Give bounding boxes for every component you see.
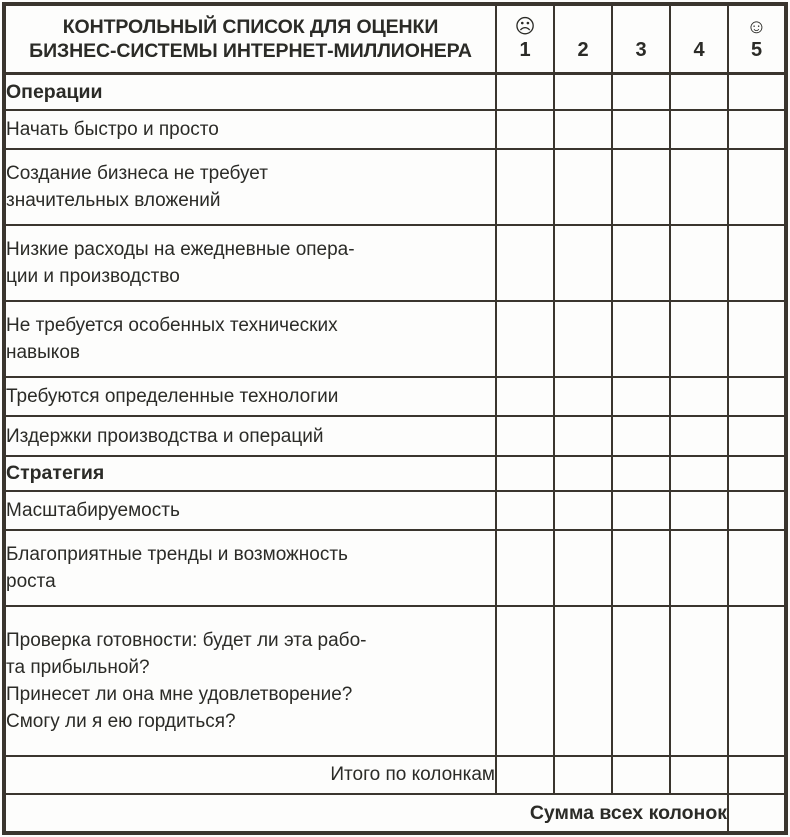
item-1-4-score-5[interactable] bbox=[728, 301, 786, 377]
section-title: Операции bbox=[4, 74, 496, 110]
item-1-3-score-2[interactable] bbox=[554, 225, 612, 301]
checklist-item-text bbox=[4, 110, 496, 149]
section-1-score-2[interactable] bbox=[554, 74, 612, 110]
section-2-score-2[interactable] bbox=[554, 456, 612, 491]
table-header-row bbox=[4, 4, 786, 74]
scale-header-4 bbox=[670, 4, 728, 74]
item-text-line: Благоприятные тренды и возможность bbox=[6, 544, 348, 566]
column-total-score-2[interactable] bbox=[554, 756, 612, 794]
scale-header-1 bbox=[496, 4, 554, 74]
item-2-2-score-1[interactable] bbox=[496, 530, 554, 606]
item-1-6-score-3[interactable] bbox=[612, 416, 670, 455]
checklist-item-row bbox=[4, 110, 786, 149]
item-1-4-score-1[interactable] bbox=[496, 301, 554, 377]
column-total-score-3[interactable] bbox=[612, 756, 670, 794]
checklist-item-row bbox=[4, 530, 786, 606]
checklist-item-row bbox=[4, 149, 786, 225]
item-1-2-score-1[interactable] bbox=[496, 149, 554, 225]
item-2-2-score-4[interactable] bbox=[670, 530, 728, 606]
smiling-face-icon: ☺ bbox=[746, 16, 767, 39]
item-1-4-score-4[interactable] bbox=[670, 301, 728, 377]
section-2-score-4[interactable] bbox=[670, 456, 728, 491]
item-1-1-score-2[interactable] bbox=[554, 110, 612, 149]
item-text-line: Начать быстро и просто bbox=[6, 118, 219, 140]
item-2-3-score-1[interactable] bbox=[496, 606, 554, 755]
checklist-item-row bbox=[4, 491, 786, 530]
section-2-score-1[interactable] bbox=[496, 456, 554, 491]
item-2-3-score-3[interactable] bbox=[612, 606, 670, 755]
item-1-2-score-3[interactable] bbox=[612, 149, 670, 225]
section-1-score-3[interactable] bbox=[612, 74, 670, 110]
item-text-line: Смогу ли я ею гордиться? bbox=[6, 710, 236, 732]
checklist-title-line-2: БИЗНЕС-СИСТЕМЫ ИНТЕРНЕТ-МИЛЛИОНЕРА bbox=[29, 40, 472, 63]
item-1-2-score-4[interactable] bbox=[670, 149, 728, 225]
item-2-3-score-4[interactable] bbox=[670, 606, 728, 755]
item-2-1-score-2[interactable] bbox=[554, 491, 612, 530]
item-1-4-score-3[interactable] bbox=[612, 301, 670, 377]
checklist-item-row bbox=[4, 377, 786, 416]
item-1-2-score-5[interactable] bbox=[728, 149, 786, 225]
item-1-3-score-3[interactable] bbox=[612, 225, 670, 301]
item-text-line: Проверка готовности: будет ли эта рабо- bbox=[6, 629, 367, 651]
item-text-line: Создание бизнеса не требует bbox=[6, 163, 268, 185]
checklist-item-text bbox=[4, 530, 496, 606]
grand-total-value[interactable] bbox=[728, 794, 786, 833]
item-text-line: ции и производство bbox=[6, 266, 180, 288]
checklist-item-text bbox=[4, 149, 496, 225]
item-1-5-score-4[interactable] bbox=[670, 377, 728, 416]
item-2-3-score-2[interactable] bbox=[554, 606, 612, 755]
item-2-1-score-1[interactable] bbox=[496, 491, 554, 530]
section-1-score-5[interactable] bbox=[728, 74, 786, 110]
item-1-6-score-1[interactable] bbox=[496, 416, 554, 455]
checklist-title-line-1: КОНТРОЛЬНЫЙ СПИСОК ДЛЯ ОЦЕНКИ bbox=[62, 16, 439, 39]
checklist-item-row bbox=[4, 301, 786, 377]
item-1-3-score-4[interactable] bbox=[670, 225, 728, 301]
item-text-line: Издержки производства и операций bbox=[6, 425, 324, 447]
evaluation-checklist-table bbox=[2, 2, 788, 835]
checklist-item-text bbox=[4, 301, 496, 377]
item-text-line: Масштабируемость bbox=[6, 500, 180, 522]
checklist-item-row bbox=[4, 606, 786, 755]
item-2-2-score-5[interactable] bbox=[728, 530, 786, 606]
scale-number-label: 2 bbox=[577, 39, 589, 62]
scale-number-label: 3 bbox=[635, 39, 647, 62]
checklist-item-text bbox=[4, 225, 496, 301]
section-title: Стратегия bbox=[4, 456, 496, 491]
item-1-3-score-1[interactable] bbox=[496, 225, 554, 301]
grand-total-row bbox=[4, 794, 786, 833]
checklist-item-row bbox=[4, 416, 786, 455]
item-1-5-score-1[interactable] bbox=[496, 377, 554, 416]
item-2-2-score-2[interactable] bbox=[554, 530, 612, 606]
item-text-line: навыков bbox=[6, 342, 80, 364]
column-totals-row bbox=[4, 756, 786, 794]
checklist-item-row bbox=[4, 225, 786, 301]
item-text-line: Требуются определенные технологии bbox=[6, 386, 339, 408]
checklist-item-text bbox=[4, 416, 496, 455]
checklist-item-text bbox=[4, 491, 496, 530]
scale-number-label: 5 bbox=[750, 39, 763, 62]
item-1-1-score-5[interactable] bbox=[728, 110, 786, 149]
section-2-score-5[interactable] bbox=[728, 456, 786, 491]
column-total-score-1[interactable] bbox=[496, 756, 554, 794]
item-1-6-score-5[interactable] bbox=[728, 416, 786, 455]
item-text-line: та прибыльной? bbox=[6, 656, 150, 678]
item-text-line: значительных вложений bbox=[6, 190, 221, 212]
item-1-1-score-1[interactable] bbox=[496, 110, 554, 149]
section-header-row bbox=[4, 456, 786, 491]
item-text-line: Низкие расходы на ежедневные опера- bbox=[6, 239, 355, 261]
scale-number-label: 4 bbox=[693, 39, 705, 62]
item-text-line: Не требуется особенных технических bbox=[6, 315, 338, 337]
frowning-face-icon: ☹ bbox=[514, 16, 536, 39]
column-total-label: Итого по колонкам bbox=[4, 756, 496, 794]
scale-header-5 bbox=[728, 4, 786, 74]
checklist-item-text bbox=[4, 377, 496, 416]
item-1-3-score-5[interactable] bbox=[728, 225, 786, 301]
item-2-1-score-4[interactable] bbox=[670, 491, 728, 530]
item-1-2-score-2[interactable] bbox=[554, 149, 612, 225]
section-1-score-1[interactable] bbox=[496, 74, 554, 110]
scale-header-3 bbox=[612, 4, 670, 74]
item-1-4-score-2[interactable] bbox=[554, 301, 612, 377]
item-1-6-score-4[interactable] bbox=[670, 416, 728, 455]
section-2-score-3[interactable] bbox=[612, 456, 670, 491]
item-text-line: Принесет ли она мне удовлетворение? bbox=[6, 683, 353, 705]
item-1-5-score-5[interactable] bbox=[728, 377, 786, 416]
item-1-6-score-2[interactable] bbox=[554, 416, 612, 455]
item-1-5-score-3[interactable] bbox=[612, 377, 670, 416]
item-2-3-score-5[interactable] bbox=[728, 606, 786, 755]
grand-total-label: Сумма всех колонок bbox=[4, 794, 728, 833]
section-1-score-4[interactable] bbox=[670, 74, 728, 110]
scale-number-label: 1 bbox=[519, 39, 531, 62]
checklist-item-text bbox=[4, 606, 496, 755]
column-total-score-5[interactable] bbox=[728, 756, 786, 794]
column-total-score-4[interactable] bbox=[670, 756, 728, 794]
checklist-title-cell bbox=[4, 4, 496, 74]
item-2-1-score-5[interactable] bbox=[728, 491, 786, 530]
item-text-line: роста bbox=[6, 571, 56, 593]
item-1-1-score-3[interactable] bbox=[612, 110, 670, 149]
scale-header-2 bbox=[554, 4, 612, 74]
item-2-1-score-3[interactable] bbox=[612, 491, 670, 530]
item-1-5-score-2[interactable] bbox=[554, 377, 612, 416]
section-header-row bbox=[4, 74, 786, 110]
item-1-1-score-4[interactable] bbox=[670, 110, 728, 149]
item-2-2-score-3[interactable] bbox=[612, 530, 670, 606]
